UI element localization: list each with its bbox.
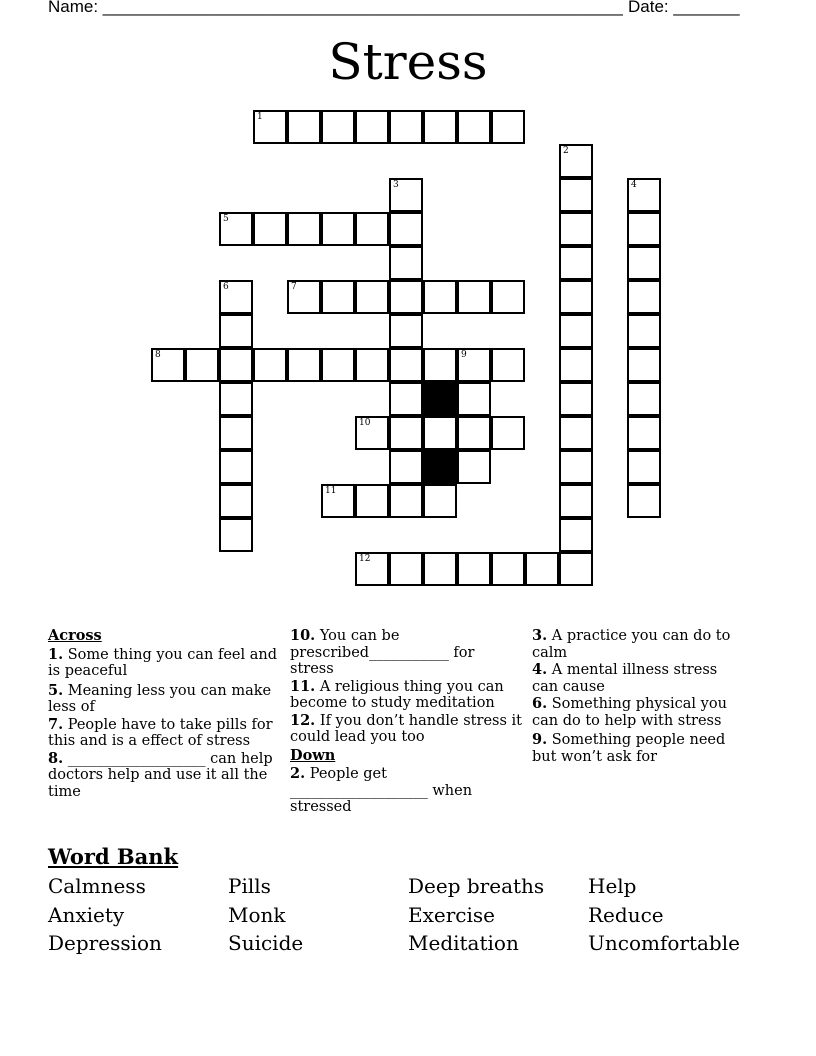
grid-cell[interactable] [559, 246, 593, 280]
grid-cell[interactable] [627, 348, 661, 382]
grid-cell[interactable] [321, 484, 355, 518]
grid-cell[interactable] [219, 280, 253, 314]
clue-number: 3 [393, 180, 399, 190]
clues-column-1 [48, 628, 286, 801]
grid-cell[interactable] [457, 348, 491, 382]
grid-cell[interactable] [389, 552, 423, 586]
grid-cell[interactable] [457, 416, 491, 450]
clue-number: 10 [359, 418, 371, 428]
grid-cell[interactable] [627, 450, 661, 484]
grid-cell[interactable] [389, 280, 423, 314]
grid-cell[interactable] [423, 348, 457, 382]
grid-cell[interactable] [355, 110, 389, 144]
grid-cell[interactable] [559, 144, 593, 178]
grid-cell[interactable] [389, 212, 423, 246]
word-bank-item: Calmness [48, 874, 146, 898]
grid-cell[interactable] [559, 552, 593, 586]
clue-number: 4 [631, 180, 637, 190]
grid-cell[interactable] [389, 382, 423, 416]
word-bank-item: Pills [228, 874, 271, 898]
grid-cell[interactable] [219, 518, 253, 552]
clue-down-9: 9. Something people need but won’t ask for [532, 731, 726, 765]
clue-down-4: 4. A mental illness stress can cause [532, 661, 718, 695]
grid-cell[interactable] [423, 110, 457, 144]
grid-cell[interactable] [389, 348, 423, 382]
clues-column-2 [290, 628, 522, 817]
page-title: Stress [328, 33, 488, 91]
grid-cell[interactable] [219, 450, 253, 484]
grid-cell[interactable] [491, 552, 525, 586]
grid-cell[interactable] [559, 280, 593, 314]
grid-cell[interactable] [627, 212, 661, 246]
grid-cell[interactable] [423, 552, 457, 586]
grid-cell[interactable] [389, 416, 423, 450]
word-bank-item: Deep breaths [408, 874, 545, 898]
clue-number: 11 [325, 486, 337, 496]
grid-cell[interactable] [559, 348, 593, 382]
grid-cell[interactable] [355, 212, 389, 246]
grid-cell[interactable] [559, 178, 593, 212]
grid-cell[interactable] [559, 212, 593, 246]
clues-column-3 [532, 628, 742, 766]
clue-down-2: 2. People get ___________________ when stressed [290, 765, 473, 815]
grid-cell[interactable] [219, 212, 253, 246]
clue-number: 7 [291, 282, 297, 292]
grid-cell[interactable] [389, 110, 423, 144]
across-heading: Across [48, 627, 102, 644]
grid-cell[interactable] [627, 280, 661, 314]
grid-cell[interactable] [287, 280, 321, 314]
grid-cell[interactable] [627, 246, 661, 280]
clue-down-3: 3. A practice you can do to calm [532, 627, 731, 661]
grid-cell[interactable] [457, 552, 491, 586]
clue-number: 1 [257, 112, 263, 122]
clue-number: 2 [563, 146, 569, 156]
clue-number: 12 [359, 554, 371, 564]
grid-cell[interactable] [389, 450, 423, 484]
grid-cell[interactable] [457, 450, 491, 484]
grid-cell[interactable] [355, 416, 389, 450]
grid-cell[interactable] [355, 484, 389, 518]
grid-cell[interactable] [219, 382, 253, 416]
down-heading: Down [290, 746, 336, 764]
grid-cell[interactable] [389, 178, 423, 212]
grid-cell[interactable] [253, 110, 287, 144]
clue-across-10: 10. You can be prescribed___________ for stress [290, 627, 475, 677]
grid-cell[interactable] [321, 110, 355, 144]
clue-across-5: 5. Meaning less you can make less of [48, 681, 272, 715]
grid-cell[interactable] [355, 280, 389, 314]
grid-cell[interactable] [423, 484, 457, 518]
black-cell [423, 450, 457, 484]
word-bank-item: Exercise [408, 903, 495, 927]
word-bank-item: Depression [48, 931, 162, 955]
grid-cell[interactable] [389, 246, 423, 280]
grid-cell[interactable] [457, 110, 491, 144]
word-bank-title: Word Bank [48, 844, 179, 869]
grid-cell[interactable] [321, 348, 355, 382]
grid-cell[interactable] [321, 212, 355, 246]
clue-across-11: 11. A religious thing you can become to study meditation [290, 677, 504, 711]
clue-number: 9 [461, 350, 467, 360]
grid-cell[interactable] [321, 280, 355, 314]
grid-cell[interactable] [287, 348, 321, 382]
clue-number: 6 [223, 282, 229, 292]
clue-number: 8 [155, 350, 161, 360]
grid-cell[interactable] [457, 280, 491, 314]
grid-cell[interactable] [627, 416, 661, 450]
grid-cell[interactable] [253, 348, 287, 382]
name-field: Name: _______________________________________________________ [48, 0, 623, 16]
clue-number: 5 [223, 214, 229, 224]
grid-cell[interactable] [423, 280, 457, 314]
grid-cell[interactable] [559, 450, 593, 484]
grid-cell[interactable] [287, 110, 321, 144]
word-bank-item: Reduce [588, 903, 664, 927]
black-cell [423, 382, 457, 416]
grid-cell[interactable] [219, 416, 253, 450]
word-bank-item: Monk [228, 903, 286, 927]
date-field: Date: _______ [628, 0, 740, 16]
word-bank-item: Meditation [408, 931, 519, 955]
grid-cell[interactable] [491, 416, 525, 450]
word-bank-item: Uncomfortable [588, 931, 740, 955]
grid-cell[interactable] [355, 552, 389, 586]
grid-cell[interactable] [219, 314, 253, 348]
grid-cell[interactable] [627, 382, 661, 416]
grid-cell[interactable] [491, 280, 525, 314]
grid-cell[interactable] [559, 416, 593, 450]
word-bank-item: Suicide [228, 931, 304, 955]
grid-cell[interactable] [559, 382, 593, 416]
clue-down-6: 6. Something physical you can do to help with stress [532, 695, 727, 729]
grid-cell[interactable] [559, 314, 593, 348]
grid-cell[interactable] [457, 382, 491, 416]
clue-across-12: 12. If you don’t handle stress it could lead you too [290, 711, 522, 745]
grid-cell[interactable] [151, 348, 185, 382]
grid-cell[interactable] [389, 314, 423, 348]
grid-cell[interactable] [287, 212, 321, 246]
grid-cell[interactable] [355, 348, 389, 382]
grid-cell[interactable] [423, 416, 457, 450]
word-bank-item: Help [588, 874, 637, 898]
grid-cell[interactable] [525, 552, 559, 586]
grid-cell[interactable] [491, 348, 525, 382]
grid-cell[interactable] [559, 518, 593, 552]
clue-across-8: 8. ___________________ can help doctors help and use it all the time [48, 749, 273, 800]
grid-cell[interactable] [627, 178, 661, 212]
grid-cell[interactable] [219, 348, 253, 382]
grid-cell[interactable] [491, 110, 525, 144]
grid-cell[interactable] [185, 348, 219, 382]
clue-across-1: 1. Some thing you can feel and is peaceful [48, 645, 278, 679]
clue-across-7: 7. People have to take pills for this and is a effect of stress [48, 715, 273, 749]
word-bank-item: Anxiety [48, 903, 125, 927]
grid-cell[interactable] [389, 484, 423, 518]
grid-cell[interactable] [627, 314, 661, 348]
grid-cell[interactable] [627, 484, 661, 518]
grid-cell[interactable] [559, 484, 593, 518]
grid-cell[interactable] [253, 212, 287, 246]
grid-cell[interactable] [219, 484, 253, 518]
